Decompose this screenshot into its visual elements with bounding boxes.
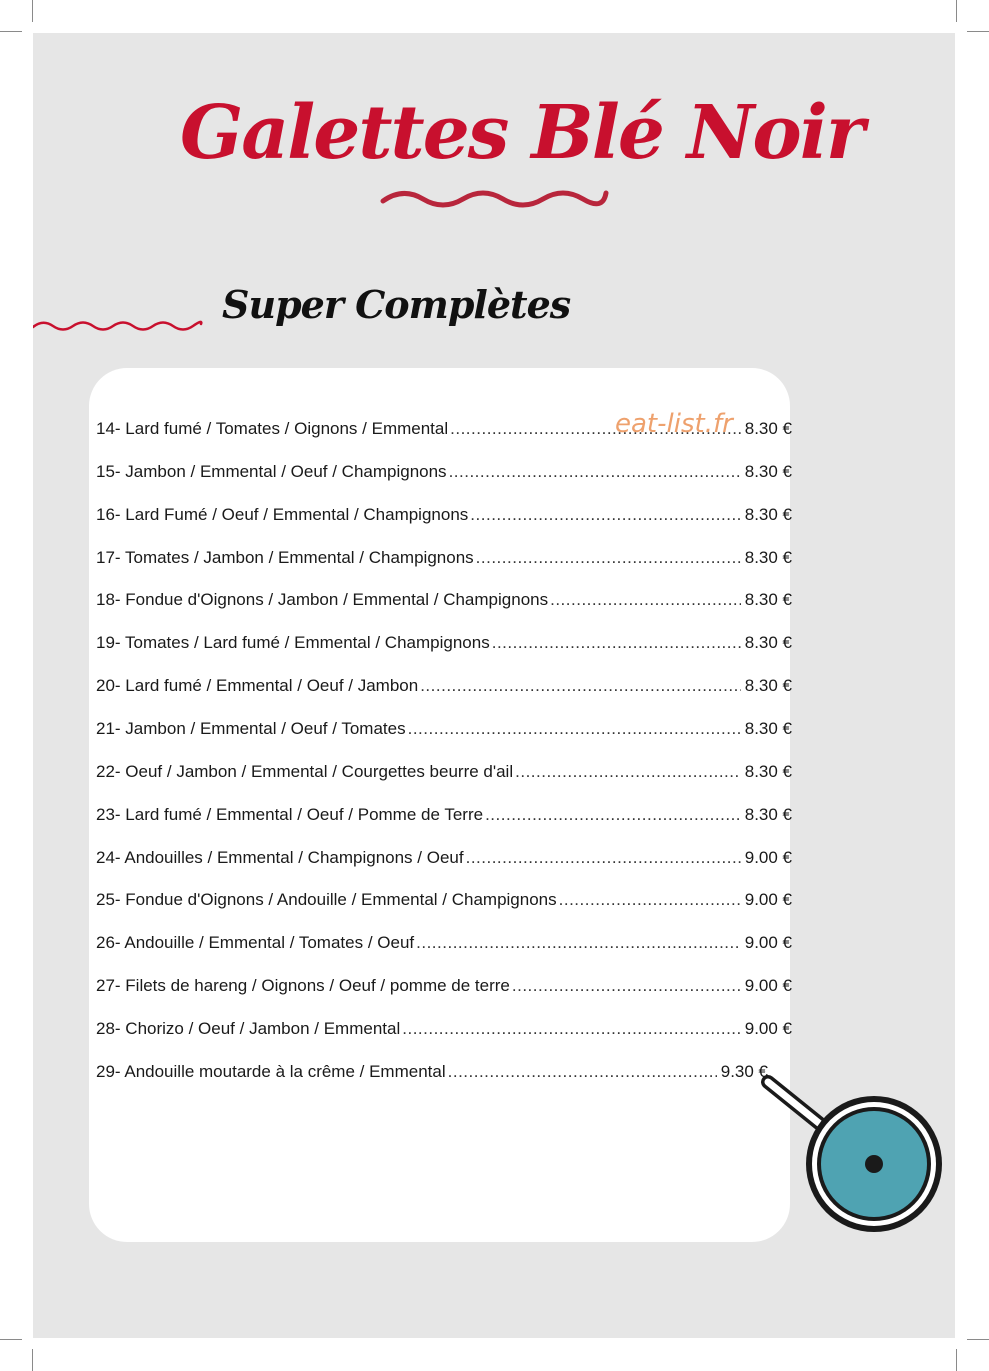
crop-mark — [32, 1349, 33, 1371]
wave-underline-icon — [380, 183, 610, 213]
dot-leader — [408, 710, 741, 748]
menu-item-price: 8.30 € — [744, 590, 792, 610]
frying-pan-icon — [752, 1064, 952, 1239]
menu-item — [96, 539, 792, 582]
watermark: eat-list.fr — [615, 409, 733, 439]
menu-item-price: 9.00 € — [744, 933, 792, 953]
menu-item — [96, 839, 792, 882]
menu-item-name: 18- Fondue d'Oignons / Jambon / Emmental / Champignons — [96, 590, 549, 610]
crop-mark — [967, 31, 989, 32]
dot-leader — [416, 924, 741, 962]
menu-item-price: 8.30 € — [744, 504, 792, 524]
menu-item-name: 25- Fondue d'Oignons / Andouille / Emmental / Champignons — [96, 890, 557, 910]
menu-item-name: 17- Tomates / Jambon / Emmental / Champignons — [96, 547, 474, 567]
menu-item-name: 14- Lard fumé / Tomates / Oignons / Emmental — [96, 419, 449, 438]
menu-item — [96, 796, 792, 839]
dot-leader — [420, 667, 741, 705]
dot-leader — [485, 796, 741, 834]
menu-item — [96, 710, 792, 753]
menu-item — [96, 1053, 768, 1096]
menu-item — [96, 624, 792, 667]
dot-leader — [515, 753, 741, 791]
menu-item-price: 8.30 € — [744, 676, 792, 696]
dot-leader — [492, 624, 741, 662]
dot-leader — [550, 581, 741, 619]
crop-mark — [956, 1349, 957, 1371]
section-title: Super Complètes — [222, 282, 571, 327]
menu-item — [96, 753, 792, 796]
dot-leader — [476, 539, 741, 577]
crop-mark — [32, 0, 33, 22]
crop-mark — [0, 1339, 22, 1340]
menu-item-name: 19- Tomates / Lard fumé / Emmental / Champignons — [96, 633, 490, 653]
menu-item — [96, 496, 792, 539]
menu-item-name: 15- Jambon / Emmental / Oeuf / Champignons — [96, 461, 447, 481]
dot-leader — [470, 496, 740, 534]
menu-item-name: 27- Filets de hareng / Oignons / Oeuf / pomme de terre — [96, 976, 510, 996]
menu-item — [96, 581, 792, 624]
dot-leader — [559, 881, 741, 919]
menu-item-price: 9.00 € — [744, 890, 792, 910]
menu-item-price: 9.00 € — [744, 847, 792, 867]
dot-leader — [449, 453, 741, 491]
dot-leader — [466, 839, 741, 877]
crop-mark — [967, 1339, 989, 1340]
menu-item — [96, 924, 792, 967]
dot-leader — [402, 1010, 740, 1048]
menu-item-name: 28- Chorizo / Oeuf / Jambon / Emmental — [96, 1019, 401, 1039]
menu-item-price: 8.30 € — [744, 419, 792, 438]
menu-title: Galettes Blé Noir — [180, 90, 863, 176]
menu-item-price: 9.00 € — [744, 976, 792, 996]
wave-line-icon — [33, 316, 203, 336]
menu-item-name: 24- Andouilles / Emmental / Champignons / Oeuf — [96, 847, 464, 867]
menu-item-name: 23- Lard fumé / Emmental / Oeuf / Pomme de Terre — [96, 804, 484, 824]
menu-item-price: 8.30 € — [744, 633, 792, 653]
menu-item-name: 26- Andouille / Emmental / Tomates / Oeuf — [96, 933, 415, 953]
menu-list — [96, 410, 792, 1096]
crop-mark — [956, 0, 957, 22]
menu-item — [96, 1010, 792, 1053]
menu-item-price: 8.30 € — [744, 547, 792, 567]
crop-mark — [0, 31, 22, 32]
dot-leader — [448, 1053, 717, 1091]
menu-item — [96, 453, 792, 496]
menu-item-name: 16- Lard Fumé / Oeuf / Emmental / Champignons — [96, 504, 469, 524]
menu-item-name: 20- Lard fumé / Emmental / Oeuf / Jambon — [96, 676, 419, 696]
menu-item-price: 8.30 € — [744, 719, 792, 739]
menu-item — [96, 967, 792, 1010]
menu-item-price: 9.30 € — [720, 1061, 768, 1081]
dot-leader — [512, 967, 741, 1005]
menu-item-name: 22- Oeuf / Jambon / Emmental / Courgettes beurre d'ail — [96, 761, 514, 781]
menu-item-price: 8.30 € — [744, 461, 792, 481]
menu-item-name: 29- Andouille moutarde à la crême / Emmental — [96, 1061, 446, 1081]
menu-item — [96, 667, 792, 710]
menu-item-price: 9.00 € — [744, 1019, 792, 1039]
menu-item-price: 8.30 € — [744, 761, 792, 781]
menu-item-price: 8.30 € — [744, 804, 792, 824]
menu-item — [96, 881, 792, 924]
menu-item-name: 21- Jambon / Emmental / Oeuf / Tomates — [96, 719, 406, 739]
